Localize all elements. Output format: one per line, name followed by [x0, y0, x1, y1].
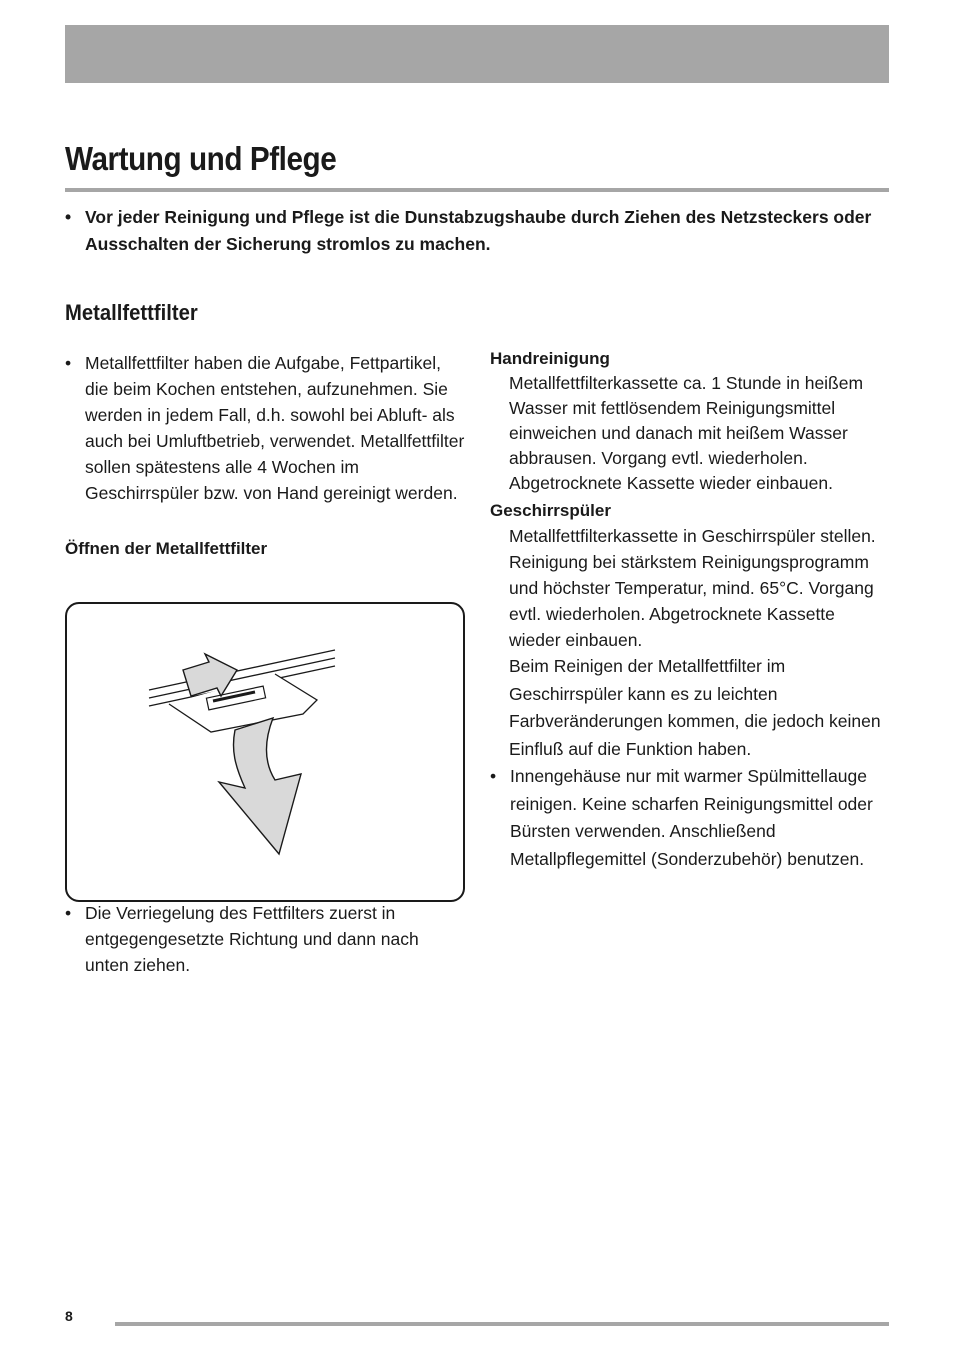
header-bar: [65, 25, 889, 83]
filter-purpose-bullet: [65, 350, 465, 506]
housing-care-text: Innengehäuse nur mit warmer Spülmittellauge reinigen. Keine scharfen Reinigungsmittel oder Bürsten verwenden. Anschließend Metallpflegemittel (Sonderzubehör) benutzen.: [510, 766, 873, 869]
dishwasher-note: Beim Reinigen der Metallfettfilter im Geschirrspüler kann es zu leichten Farbveränderungen kommen, die jedoch keinen Einfluß auf die Funktion haben.: [509, 656, 881, 759]
filter-opening-illustration: [65, 602, 465, 902]
bullet-marker: •: [65, 353, 72, 373]
safety-text: Vor jeder Reinigung und Pflege ist die Dunstabzugshaube durch Ziehen des Netzsteckers oder Ausschalten der Sicherung stromlos zu machen.: [85, 207, 872, 254]
bullet-marker: •: [490, 766, 497, 786]
hand-cleaning-text: Metallfettfilterkassette ca. 1 Stunde in heißem Wasser mit fettlösendem Reinigungsmittel einweichen und danach mit heißem Wasser abbrausen. Vorgang evtl. wiederholen. Abgetrocknete Kassette wieder einbauen.: [509, 373, 864, 493]
hand-cleaning-heading: Handreinigung: [490, 349, 610, 368]
right-column: [490, 346, 890, 873]
housing-care-bullet: [490, 763, 890, 873]
section-heading: Metallfettfilter: [65, 300, 198, 325]
unlock-instruction-text: Die Verriegelung des Fettfilters zuerst in entgegengesetzte Richtung und dann nach unten ziehen.: [85, 903, 419, 975]
safety-bullet: [65, 204, 885, 258]
bullet-marker: •: [65, 207, 72, 227]
safety-notice: [65, 204, 885, 258]
pull-down-arrow-icon: [219, 718, 301, 854]
title-divider: [65, 188, 889, 192]
filter-purpose-text: Metallfettfilter haben die Aufgabe, Fettpartikel, die beim Kochen entstehen, aufzunehmen. Sie werden in jedem Fall, d.h. sowohl bei Abluft- als auch bei Umluftbetrieb, verwendet. Metallfettfilter sollen spätestens alle 4 Wochen im Geschirrspüler bzw. von Hand gereinigt werden.: [85, 353, 465, 503]
dishwasher-text: Metallfettfilterkassette in Geschirrspüler stellen. Reinigung bei stärkstem Reinigungsprogramm und höchster Temperatur, mind. 65°C. Vorgang evtl. wiederholen. Abgetrocknete Kassette wieder einbauen.: [509, 526, 876, 650]
dishwasher-heading: Geschirrspüler: [490, 501, 611, 520]
bullet-marker: •: [65, 903, 72, 923]
page-title: Wartung und Pflege: [65, 140, 337, 177]
footer-divider: [115, 1322, 889, 1326]
open-filter-heading: Öffnen der Metallfettfilter: [65, 539, 268, 558]
page-number: 8: [65, 1308, 73, 1324]
unlock-instruction-bullet: [65, 900, 465, 978]
filter-diagram: [67, 604, 463, 900]
